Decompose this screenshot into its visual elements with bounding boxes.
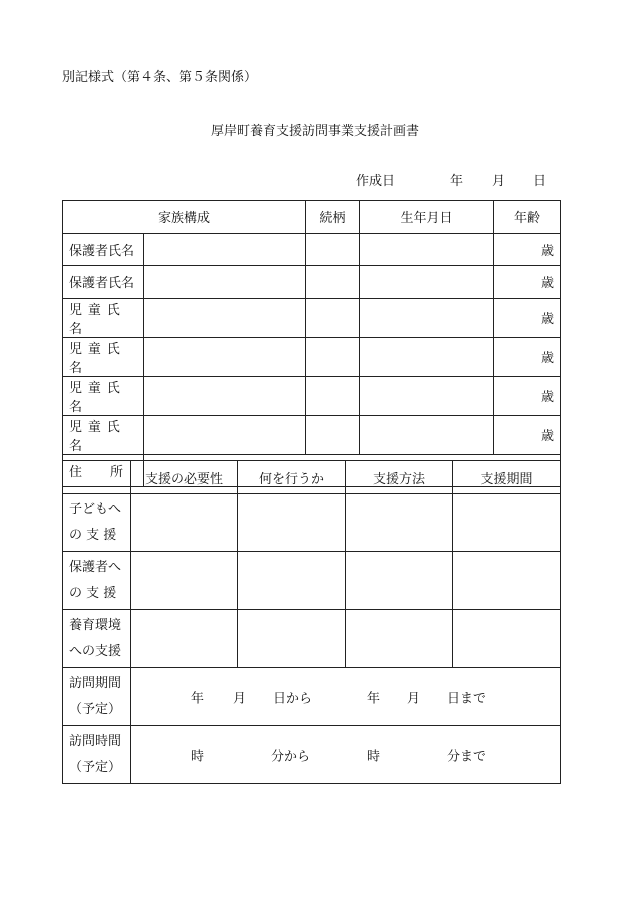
time-hour-1: 時 [191,749,205,764]
family-row [63,415,561,454]
family-row [63,266,561,299]
family-row [63,376,561,415]
label-line-1: 訪問期間 [69,675,122,691]
relation-header: 続柄 [306,201,360,234]
time-hour-2: 時 [367,749,381,764]
age-unit: 歳 [541,429,555,444]
period-header: 支援期間 [453,461,561,494]
date-label: 作成日 [356,174,396,189]
period-from: 日から [273,691,313,706]
need-field[interactable] [131,552,238,610]
method-field[interactable] [346,494,453,552]
child-name-label: 児童氏名 [63,376,144,415]
label-line-1: 子どもへ [69,501,122,517]
period-until: 日まで [447,691,487,706]
need-field[interactable] [131,494,238,552]
period-field[interactable] [453,552,561,610]
birthdate-field[interactable] [360,415,494,454]
relation-field[interactable] [306,415,360,454]
label-line-1: 訪問時間 [69,733,122,749]
method-header: 支援方法 [346,461,453,494]
age-field[interactable] [494,298,561,337]
birthdate-field[interactable] [360,266,494,299]
period-month-2: 月 [407,691,421,706]
family-table [62,200,561,487]
name-field[interactable] [144,298,306,337]
age-field[interactable] [494,266,561,299]
guardian-name-label: 保護者氏名 [63,266,144,299]
birthdate-field[interactable] [360,233,494,266]
label-line-2: への支援 [69,643,122,659]
age-field[interactable] [494,337,561,376]
relation-field[interactable] [306,376,360,415]
period-field[interactable] [453,610,561,668]
time-from: 分から [271,749,311,764]
age-field[interactable] [494,233,561,266]
age-unit: 歳 [541,351,555,366]
visit-time-field[interactable] [131,726,561,784]
child-name-label: 児童氏名 [63,415,144,454]
child-name-label: 児童氏名 [63,337,144,376]
plan-corner-cell [63,461,131,494]
creation-date-row [0,170,630,189]
period-month-1: 月 [233,691,247,706]
what-field[interactable] [238,552,346,610]
relation-field[interactable] [306,266,360,299]
name-field[interactable] [144,266,306,299]
period-year-2: 年 [367,691,381,706]
birthdate-field[interactable] [360,298,494,337]
age-unit: 歳 [541,243,555,259]
document-title: 厚岸町養育支援訪問事業支援計画書 [210,124,419,139]
child-support-label [63,494,131,552]
what-field[interactable] [238,610,346,668]
what-field[interactable] [238,494,346,552]
birthdate-field[interactable] [360,376,494,415]
method-field[interactable] [346,610,453,668]
relation-field[interactable] [306,298,360,337]
family-header-row [63,201,561,234]
guardian-support-label [63,552,131,610]
name-field[interactable] [144,233,306,266]
visit-time-row [63,726,561,784]
birthdate-header: 生年月日 [360,201,494,234]
name-field[interactable] [144,376,306,415]
plan-row-environment [63,610,561,668]
relation-field[interactable] [306,337,360,376]
label-line-2: の 支 援 [69,527,117,543]
family-row [63,298,561,337]
family-row [63,233,561,266]
visit-period-field[interactable] [131,668,561,726]
age-header: 年齢 [494,201,561,234]
plan-row-guardian [63,552,561,610]
date-day: 日 [533,174,547,189]
age-field[interactable] [494,376,561,415]
environment-support-label [63,610,131,668]
support-plan-table [62,460,561,784]
age-unit: 歳 [541,276,555,292]
child-name-label: 児童氏名 [63,298,144,337]
address-label-char2: 所 [109,464,123,480]
visit-period-row [63,668,561,726]
visit-period-label [63,668,131,726]
period-year-1: 年 [191,691,205,706]
form-note: 別記様式（第４条、第５条関係） [62,70,258,85]
period-field[interactable] [453,494,561,552]
guardian-name-label: 保護者氏名 [63,233,144,266]
label-line-2: （予定） [69,759,122,775]
need-field[interactable] [131,610,238,668]
visit-time-label [63,726,131,784]
address-label-char1: 住 [69,464,83,480]
what-header: 何を行うか [238,461,346,494]
method-field[interactable] [346,552,453,610]
label-line-1: 養育環境 [69,617,122,633]
date-month: 月 [492,174,506,189]
age-unit: 歳 [541,390,555,405]
label-line-2: の 支 援 [69,585,117,601]
family-row [63,337,561,376]
label-line-1: 保護者へ [69,559,122,575]
plan-header-row [63,461,561,494]
age-field[interactable] [494,415,561,454]
birthdate-field[interactable] [360,337,494,376]
plan-row-child [63,494,561,552]
need-header: 支援の必要性 [131,461,238,494]
age-unit: 歳 [541,312,555,327]
relation-field[interactable] [306,233,360,266]
label-line-2: （予定） [69,701,122,717]
time-until: 分まで [447,749,487,764]
family-composition-header: 家族構成 [63,201,306,234]
name-field[interactable] [144,415,306,454]
name-field[interactable] [144,337,306,376]
date-year: 年 [450,174,464,189]
